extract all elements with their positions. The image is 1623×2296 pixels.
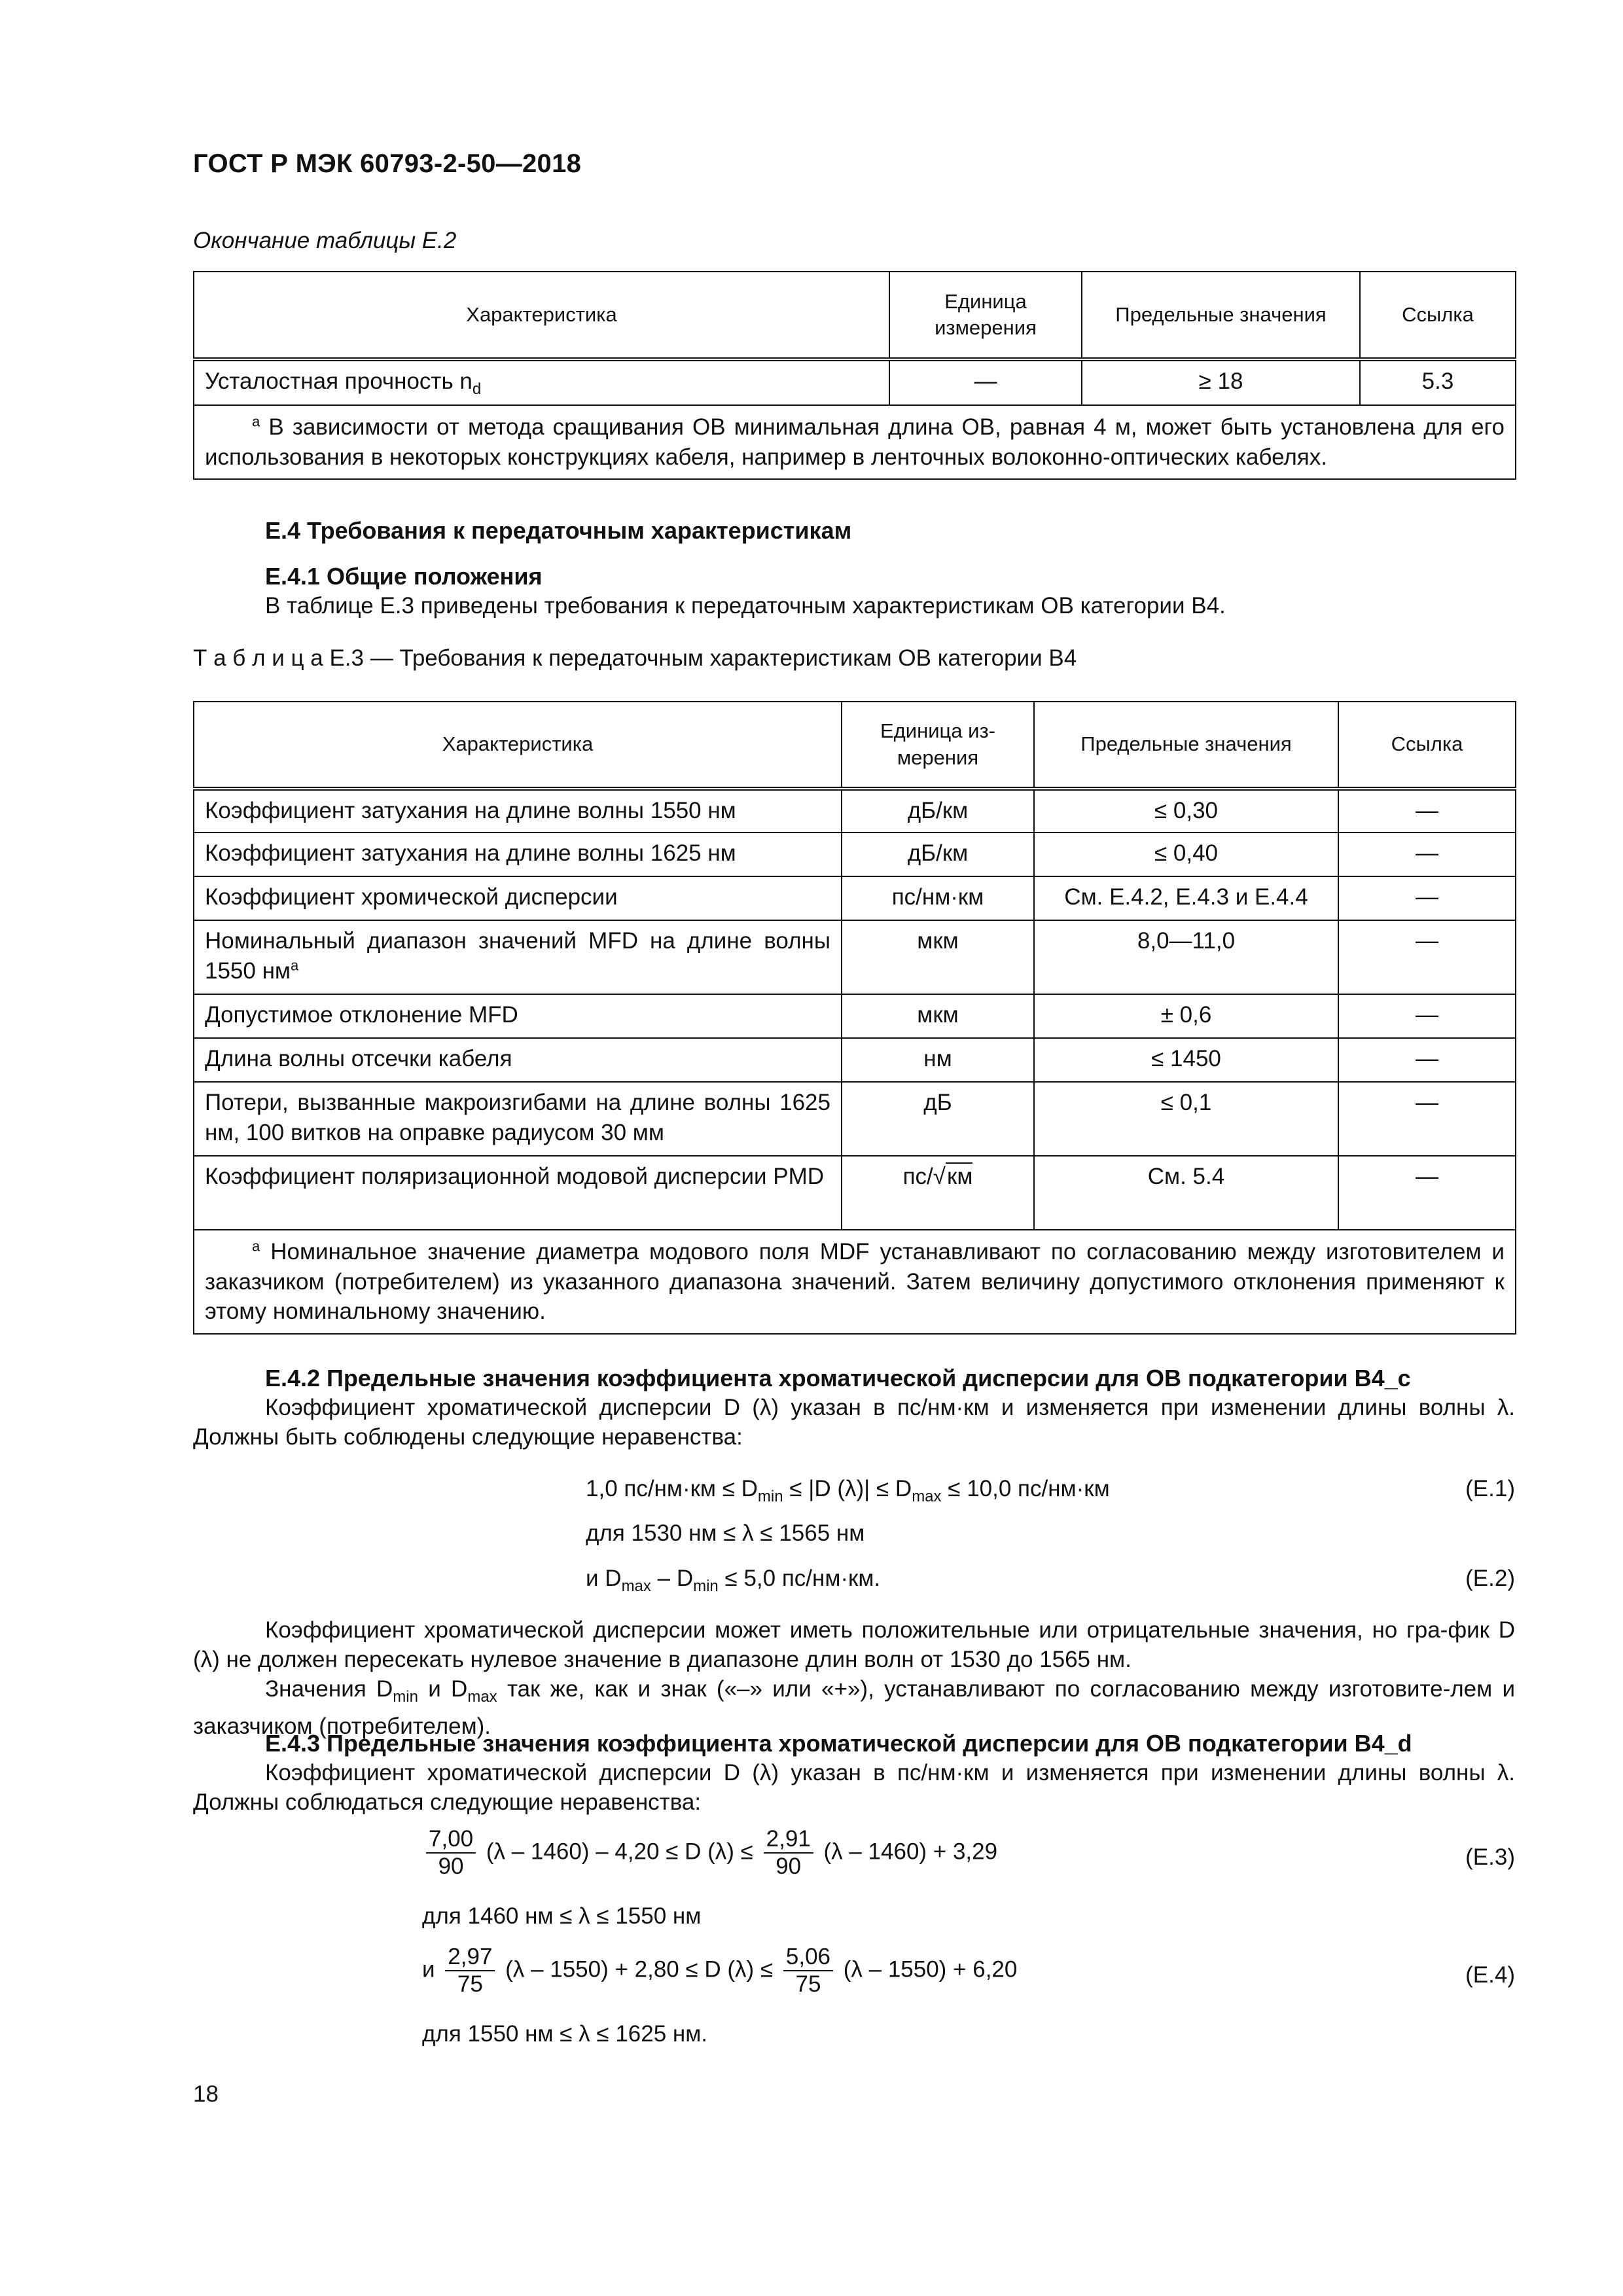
- paragraph-e42: Коэффициент хроматической дисперсии D (λ) указан в пс/нм·км и изменяется при изменении длины волны λ. Должны быть соблюдены следующие неравенства:: [193, 1395, 1515, 1450]
- equation-number: (Е.3): [1465, 1844, 1515, 1870]
- cell-ref: —: [1338, 833, 1516, 876]
- cell-unit: дБ/км: [842, 833, 1034, 876]
- cell-characteristic: Усталостная прочность $n_d$: [194, 359, 889, 405]
- cell-value: ≤ 0,30: [1034, 789, 1338, 833]
- cell-characteristic: Потери, вызванные макроизгибами на длине волны 1625 нм, 100 витков на оправке радиусом 30 мм: [194, 1082, 842, 1156]
- equation-e2: и $D_{max} - D_{min} \le 5,0$ пс/нм·км.: [586, 1566, 881, 1595]
- cell-characteristic: Коэффициент затухания на длине волны 1550 нм: [194, 789, 842, 833]
- column-header: Единица измерения: [889, 272, 1082, 359]
- cell-unit: мкм: [842, 920, 1034, 994]
- equation-range: для 1550 нм ≤ λ ≤ 1625 нм.: [422, 2021, 708, 2047]
- cell-unit: дБ/км: [842, 789, 1034, 833]
- fraction: $\frac{7,00}{90}$: [426, 1826, 476, 1880]
- fraction: $\frac{2,91}{90}$: [764, 1826, 813, 1880]
- table-row: [194, 876, 1516, 920]
- cell-ref: —: [1338, 1156, 1516, 1230]
- table-row: [194, 1038, 1516, 1082]
- table-row: [194, 359, 1516, 405]
- equation-number: (Е.1): [1465, 1476, 1515, 1501]
- table-e3: [193, 701, 1516, 1335]
- table-note-row: [194, 405, 1516, 479]
- column-header: Единица из-мерения: [842, 702, 1034, 789]
- paragraph-e42c: Значения $D_{min}$ и $D_{max}$ так же, как и знак («–» или «+»), устанавливают по согласованию между изготовите-лем и заказчиком (потребителем).: [193, 1676, 1516, 1739]
- fraction: $\frac{2,97}{75}$: [445, 1944, 495, 1998]
- column-header: Характеристика: [194, 702, 842, 789]
- table-row: [194, 833, 1516, 876]
- cell-value: См. 5.4: [1034, 1156, 1338, 1230]
- cell-ref: —: [1338, 789, 1516, 833]
- cell-characteristic: Длина волны отсечки кабеля: [194, 1038, 842, 1082]
- table-note: $^a$ В зависимости от метода сращивания ОВ минимальная длина ОВ, равная 4 м, может быть установлена для его использования в некоторых конструкциях кабеля, например в ленточных волоконно-оптических кабелях.: [194, 405, 1516, 479]
- cell-ref: —: [1338, 1082, 1516, 1156]
- cell-value: ≤ 1450: [1034, 1038, 1338, 1082]
- paragraph-e42b: Коэффициент хроматической дисперсии может иметь положительные или отрицательные значения, но гра-фик D (λ) не должен пересекать нулевое значение в диапазоне длин волн от 1530 до 1565 нм.: [193, 1617, 1515, 1672]
- column-header: Характеристика: [194, 272, 889, 359]
- cell-ref: —: [1338, 1038, 1516, 1082]
- cell-value: ≤ 0,40: [1034, 833, 1338, 876]
- section-heading-e41: Е.4.1 Общие положения: [265, 563, 543, 590]
- cell-value: См. Е.4.2, Е.4.3 и Е.4.4: [1034, 876, 1338, 920]
- cell-value: 8,0—11,0: [1034, 920, 1338, 994]
- cell-unit: нм: [842, 1038, 1034, 1082]
- cell-unit: пс/√км: [842, 1156, 1034, 1230]
- column-header: Ссылка: [1338, 702, 1516, 789]
- table-note: $^a$ Номинальное значение диаметра модового поля MDF устанавливают по согласованию между изготовителем и заказчиком (потребителем) из указанного диапазона значений. Затем величину допустимого отклонения применяют к этому номинальному значению.: [194, 1230, 1516, 1334]
- cell-characteristic: Коэффициент затухания на длине волны 1625 нм: [194, 833, 842, 876]
- cell-ref: 5.3: [1360, 359, 1516, 405]
- cell-ref: —: [1338, 920, 1516, 994]
- equation-range: для 1460 нм ≤ λ ≤ 1550 нм: [422, 1903, 702, 1929]
- cell-unit: пс/нм·км: [842, 876, 1034, 920]
- table-e2-end: [193, 271, 1516, 480]
- table-row: [194, 1082, 1516, 1156]
- equation-e4: и $\frac{2,97}{75}$ (λ – 1550) + 2,80 ≤ D (λ) ≤ $\frac{5,06}{75}$ (λ – 1550) + 6,20: [422, 1944, 1018, 1998]
- document-header: ГОСТ Р МЭК 60793-2-50—2018: [193, 149, 582, 178]
- section-heading-e4: Е.4 Требования к передаточным характеристикам: [265, 517, 852, 544]
- cell-unit: —: [889, 359, 1082, 405]
- equation-range: для 1530 нм ≤ λ ≤ 1565 нм: [586, 1520, 865, 1546]
- cell-characteristic: Коэффициент хромической дисперсии: [194, 876, 842, 920]
- table-row: [194, 994, 1516, 1038]
- cell-characteristic: Коэффициент поляризационной модовой дисперсии PMD: [194, 1156, 842, 1230]
- cell-unit: дБ: [842, 1082, 1034, 1156]
- column-header: Ссылка: [1360, 272, 1516, 359]
- equation-number: (Е.4): [1465, 1962, 1515, 1988]
- table-e3-caption: Т а б л и ц а Е.3 — Требования к передаточным характеристикам ОВ категории В4: [193, 645, 1077, 671]
- cell-value: ≥ 18: [1082, 359, 1360, 405]
- equation-number: (Е.2): [1465, 1566, 1515, 1591]
- section-heading-e43: Е.4.3 Предельные значения коэффициента хроматической дисперсии для ОВ подкатегории В4_d: [265, 1730, 1412, 1757]
- cell-ref: —: [1338, 994, 1516, 1038]
- table-header-row: [194, 702, 1516, 789]
- cell-value: ± 0,6: [1034, 994, 1338, 1038]
- cell-characteristic: Допустимое отклонение MFD: [194, 994, 842, 1038]
- cell-characteristic: Номинальный диапазон значений MFD на длине волны 1550 $нм^a$: [194, 920, 842, 994]
- paragraph-e41: В таблице Е.3 приведены требования к передаточным характеристикам ОВ категории В4.: [265, 593, 1226, 619]
- column-header: Предельные значения: [1082, 272, 1360, 359]
- table-header-row: [194, 272, 1516, 359]
- cell-value: ≤ 0,1: [1034, 1082, 1338, 1156]
- table-continuation-caption: Окончание таблицы Е.2: [193, 228, 457, 253]
- cell-unit: мкм: [842, 994, 1034, 1038]
- table-row: [194, 920, 1516, 994]
- equation-e3: $\frac{7,00}{90}$ (λ – 1460) – 4,20 ≤ D (λ) ≤ $\frac{2,91}{90}$ (λ – 1460) + 3,29: [422, 1826, 997, 1880]
- cell-ref: —: [1338, 876, 1516, 920]
- column-header: Предельные значения: [1034, 702, 1338, 789]
- page-number: 18: [193, 2081, 219, 2107]
- table-row: [194, 1156, 1516, 1230]
- section-heading-e42: Е.4.2 Предельные значения коэффициента хроматической дисперсии для ОВ подкатегории В4_с: [265, 1365, 1411, 1391]
- fraction: $\frac{5,06}{75}$: [783, 1944, 833, 1998]
- table-row: [194, 789, 1516, 833]
- equation-e1: 1,0 $пс/нм\cdot км \le D_{min} \le |D$ $(\lambda)| \le D_{max} \le 10,0$ пс/нм·км: [586, 1476, 1110, 1505]
- table-note-row: [194, 1230, 1516, 1334]
- paragraph-e43: Коэффициент хроматической дисперсии D (λ) указан в пс/нм·км и изменяется при изменении длины волны λ. Должны соблюдаться следующие неравенства:: [193, 1760, 1515, 1815]
